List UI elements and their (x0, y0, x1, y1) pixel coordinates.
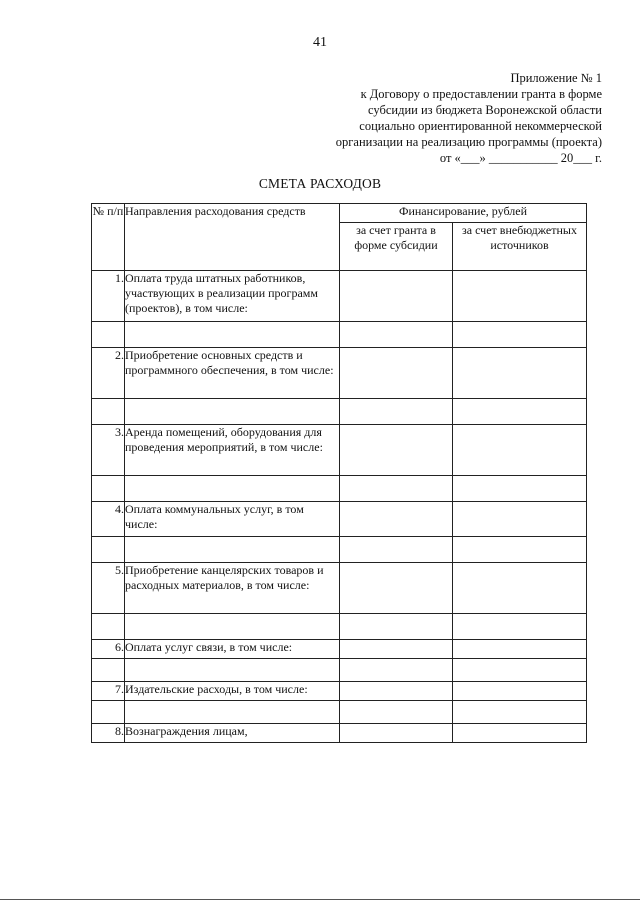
blank-cell (453, 322, 587, 348)
row-number: 7. (92, 682, 125, 701)
header-extra: за счет внебюджетных источников (453, 223, 587, 271)
blank-cell (340, 399, 453, 425)
blank-cell (125, 476, 340, 502)
grant-cell (340, 271, 453, 322)
row-direction: Аренда помещений, оборудования для проведения мероприятий, в том числе: (125, 425, 340, 476)
blank-cell (92, 476, 125, 502)
blank-cell (453, 659, 587, 682)
blank-cell (453, 614, 587, 640)
row-number: 2. (92, 348, 125, 399)
row-direction: Приобретение основных средств и программного обеспечения, в том числе: (125, 348, 340, 399)
table-row (92, 348, 587, 399)
blank-cell (340, 659, 453, 682)
blank-cell (125, 701, 340, 724)
blank-cell (125, 399, 340, 425)
grant-cell (340, 724, 453, 743)
blank-cell (340, 537, 453, 563)
row-direction: Оплата услуг связи, в том числе: (125, 640, 340, 659)
extra-cell (453, 640, 587, 659)
extra-cell (453, 271, 587, 322)
grant-cell (340, 502, 453, 537)
table-row (92, 502, 587, 537)
row-direction: Издательские расходы, в том числе: (125, 682, 340, 701)
grant-cell (340, 425, 453, 476)
blank-cell (340, 476, 453, 502)
row-number: 6. (92, 640, 125, 659)
blank-cell (92, 659, 125, 682)
row-direction: Приобретение канцелярских товаров и расходных материалов, в том числе: (125, 563, 340, 614)
header-grant: за счет гранта в форме субсидии (340, 223, 453, 271)
table-row-blank (92, 322, 587, 348)
row-number: 1. (92, 271, 125, 322)
table-row (92, 425, 587, 476)
page-bottom-edge (0, 899, 640, 900)
header-direction: Направления расходования средств (125, 204, 340, 271)
header-financing: Финансирование, рублей (340, 204, 587, 223)
row-direction: Оплата труда штатных работников, участвующих в реализации программ (проектов), в том числе: (125, 271, 340, 322)
grant-cell (340, 348, 453, 399)
appendix-line: субсидии из бюджета Воронежской области (368, 103, 602, 117)
extra-cell (453, 682, 587, 701)
table-row-blank (92, 701, 587, 724)
header-num: № п/п (92, 204, 125, 271)
grant-cell (340, 563, 453, 614)
blank-cell (92, 537, 125, 563)
blank-cell (92, 614, 125, 640)
row-number: 8. (92, 724, 125, 743)
blank-cell (125, 322, 340, 348)
blank-cell (340, 322, 453, 348)
table-row-blank (92, 476, 587, 502)
appendix-line: организации на реализацию программы (проекта) (335, 135, 602, 149)
appendix-header (302, 70, 602, 166)
row-number: 4. (92, 502, 125, 537)
table-row-blank (92, 399, 587, 425)
appendix-line: Приложение № 1 (510, 71, 602, 85)
blank-cell (92, 399, 125, 425)
appendix-line: к Договору о предоставлении гранта в форме (360, 87, 602, 101)
blank-cell (125, 614, 340, 640)
table-row (92, 724, 587, 743)
grant-cell (340, 640, 453, 659)
blank-cell (125, 659, 340, 682)
blank-cell (453, 537, 587, 563)
page-number: 41 (313, 35, 327, 50)
expense-estimate-table (91, 203, 587, 743)
blank-cell (92, 322, 125, 348)
extra-cell (453, 502, 587, 537)
blank-cell (125, 537, 340, 563)
appendix-line: от «___» ___________ 20___ г. (439, 151, 602, 165)
table-row (92, 682, 587, 701)
document-title: СМЕТА РАСХОДОВ (258, 176, 382, 191)
blank-cell (453, 701, 587, 724)
grant-cell (340, 682, 453, 701)
blank-cell (340, 701, 453, 724)
table-row (92, 640, 587, 659)
table-row-blank (92, 537, 587, 563)
table-row-blank (92, 659, 587, 682)
row-number: 3. (92, 425, 125, 476)
blank-cell (453, 399, 587, 425)
table-header-row (92, 204, 587, 223)
blank-cell (453, 476, 587, 502)
table-row (92, 563, 587, 614)
blank-cell (92, 701, 125, 724)
extra-cell (453, 348, 587, 399)
table-row (92, 271, 587, 322)
extra-cell (453, 563, 587, 614)
blank-cell (340, 614, 453, 640)
row-number: 5. (92, 563, 125, 614)
appendix-line: социально ориентированной некоммерческой (359, 119, 602, 133)
table-row-blank (92, 614, 587, 640)
row-direction: Оплата коммунальных услуг, в том числе: (125, 502, 340, 537)
extra-cell (453, 724, 587, 743)
extra-cell (453, 425, 587, 476)
row-direction: Вознаграждения лицам, (125, 724, 340, 743)
